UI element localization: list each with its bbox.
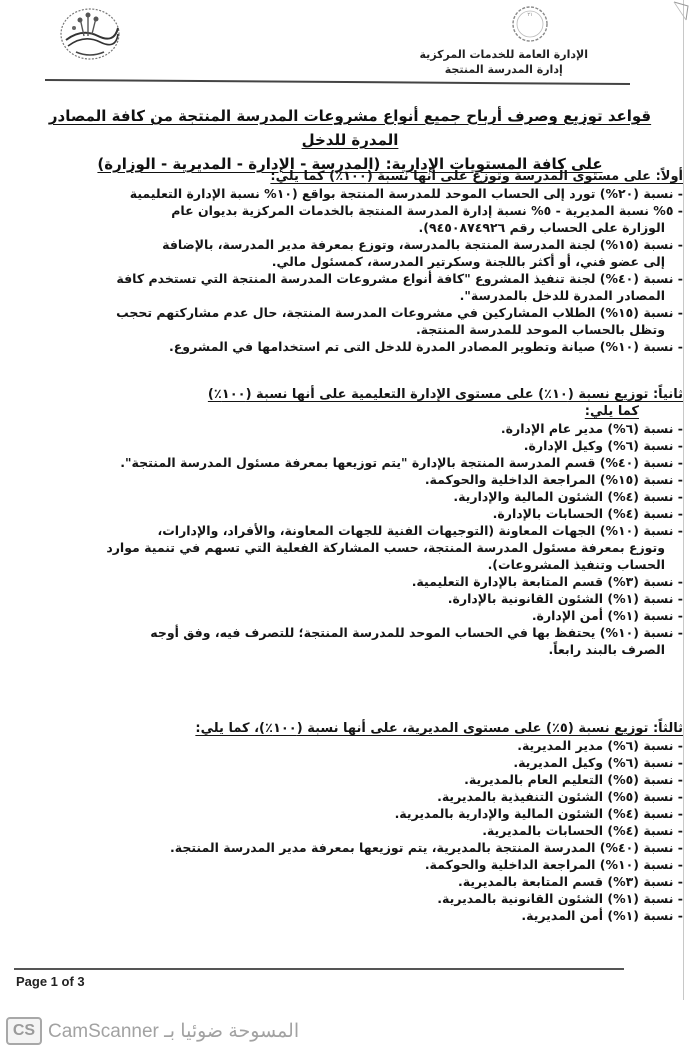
- organization-name: [420, 47, 588, 77]
- item-continuation: وتوزع بمعرفة مسئول المدرسة المنتجة، حسب المشاركة الفعلية التي تسهم في تنمية موارد: [106, 540, 665, 555]
- item-text: - نسبة (١%) الشئون القانونية بالمديرية.: [437, 891, 683, 906]
- item-text: - نسبة (٦%) مدير عام الإدارة.: [500, 421, 683, 436]
- header-divider: [45, 79, 630, 85]
- item-text: - نسبة (٣%) قسم المتابعة بالإدارة التعليمية.: [411, 574, 683, 589]
- item-continuation: الصرف بالبند رابعاً.: [548, 642, 665, 657]
- list-item: [43, 522, 683, 573]
- item-text: - نسبة (٢٠%) تورد إلى الحساب الموحد للمدرسة المنتجة بواقع (١٠% نسبة الإدارة التعليمية: [129, 186, 683, 201]
- item-continuation: المصادر المدرة للدخل بالمدرسة".: [459, 288, 665, 303]
- list-item: [43, 471, 683, 488]
- org-line-general-admin: الإدارة العامة للخدمات المركزية: [419, 48, 588, 61]
- list-item: [43, 505, 683, 522]
- item-text: - نسبة (٣%) قسم المتابعة بالمديرية.: [457, 874, 683, 889]
- camscanner-logo-icon: CS: [6, 1017, 42, 1045]
- section-school-level: [43, 168, 683, 355]
- title-line-1: قواعد توزيع وصرف أرباح جميع أنواع مشروعات المدرسة المنتجة من كافة المصادر المدرة للدخل: [48, 107, 652, 149]
- distribution-list: [43, 185, 683, 355]
- section-heading: ثانياً: توزيع نسبة (١٠٪) على مستوى الإدارة التعليمية على أنها نسبة (١٠٠٪): [207, 387, 683, 402]
- item-text: - نسبة (٤٠%) قسم المدرسة المنتجة بالإدارة "يتم توزيعها بمعرفة مسئول المدرسة المنتجة".: [120, 455, 683, 470]
- title-line-2: على كافة المستويات الإدارية: (المدرسة - الإدارة - المديرية - الوزارة): [97, 155, 603, 173]
- section-directorate-level: [43, 720, 683, 924]
- list-item: [43, 185, 683, 236]
- list-item: [43, 488, 683, 505]
- list-item: [43, 590, 683, 607]
- item-text: - نسبة (١٠%) صيانة وتطوير المصادر المدرة للدخل التى تم استخدامها في المشروع.: [169, 339, 683, 354]
- section-heading: أولاً: على مستوى المدرسة وتوزع على أنها نسبة (١٠٠٪) كما يلي:: [270, 169, 683, 184]
- item-text: - نسبة (١%) أمن الإدارة.: [531, 608, 683, 623]
- list-item: [43, 304, 683, 338]
- item-text: - نسبة (١٥%) الطلاب المشاركين في مشروعات المدرسة المنتجة، حال عدم مشاركتهم تحجب: [116, 305, 683, 320]
- item-text: - نسبة (٤%) الشئون المالية والإدارية.: [453, 489, 683, 504]
- list-item: [43, 437, 683, 454]
- list-item: [43, 420, 683, 437]
- footer-divider: [14, 968, 624, 970]
- item-text: - نسبة (١٠%) المراجعة الداخلية والحوكمة.: [424, 857, 683, 872]
- school-emblem-icon: [58, 6, 122, 62]
- item-continuation: - ٥% نسبة المديرية - ٥% نسبة إدارة المدرسة المنتجة بالخدمات المركزية بديوان عام: [171, 203, 683, 218]
- distribution-list: [43, 420, 683, 658]
- item-text: - نسبة (١٠%) يحتفظ بها في الحساب الموحد للمدرسة المنتجة؛ للتصرف فيه، وفق أوجه: [150, 625, 683, 640]
- list-item: [43, 270, 683, 304]
- list-item: [43, 573, 683, 590]
- letterhead: [0, 0, 696, 95]
- item-text: - نسبة (٦%) مدير المديرية.: [517, 738, 683, 753]
- list-item: [43, 839, 683, 856]
- item-text: - نسبة (١٥%) المراجعة الداخلية والحوكمة.: [424, 472, 683, 487]
- svg-text:۲۱: ۲۱: [527, 12, 533, 18]
- item-text: - نسبة (٥%) التعليم العام بالمديرية.: [464, 772, 683, 787]
- list-item: [43, 890, 683, 907]
- section-educational-admin-level: [43, 386, 683, 658]
- list-item: [43, 788, 683, 805]
- list-item: [43, 907, 683, 924]
- list-item: [43, 737, 683, 754]
- item-continuation: إلى عضو فني، أو أكثر باللجنة وسكرتير المدرسة، كمسئول مالي.: [271, 254, 665, 269]
- item-text: - نسبة (١٥%) لجنة المدرسة المنتجة بالمدرسة، وتوزع بمعرفة مدير المدرسة، بالإضافة: [162, 237, 683, 252]
- list-item: [43, 338, 683, 355]
- page-edge: [683, 0, 684, 1000]
- item-text: - نسبة (٤٠%) لجنة تنفيذ المشروع "كافة أنواع مشروعات المدرسة المنتجة التي تستخدم كافة: [116, 271, 683, 286]
- list-item: [43, 754, 683, 771]
- list-item: [43, 856, 683, 873]
- org-line-productive-school: إدارة المدرسة المنتجة: [444, 63, 563, 76]
- document-title: [40, 104, 660, 176]
- list-item: [43, 236, 683, 270]
- distribution-list: [43, 737, 683, 924]
- item-continuation: الحساب وتنفيذ المشروعات).: [487, 557, 665, 572]
- list-item: [43, 805, 683, 822]
- ministry-emblem-icon: [510, 4, 550, 44]
- section-heading: ثالثاً: توزيع نسبة (٥٪) على مستوى المديرية، على أنها نسبة (١٠٠٪)، كما يلي:: [195, 721, 683, 736]
- item-text: - نسبة (١%) الشئون القانونية بالإدارة.: [447, 591, 683, 606]
- camscanner-text: CamScanner المسوحة ضوئيا بـ: [48, 1020, 300, 1042]
- list-item: [43, 624, 683, 658]
- item-text: - نسبة (٤٠%) المدرسة المنتجة بالمديرية، يتم توزيعها بمعرفة مدير المدرسة المنتجة.: [169, 840, 683, 855]
- list-item: [43, 822, 683, 839]
- list-item: [43, 454, 683, 471]
- item-text: - نسبة (٤%) الحسابات بالمديرية.: [482, 823, 683, 838]
- item-text: - نسبة (١%) أمن المديرية.: [521, 908, 683, 923]
- item-continuation: وتظل بالحساب الموحد للمدرسة المنتجة.: [415, 322, 665, 337]
- camscanner-watermark: [6, 1016, 299, 1046]
- item-text: - نسبة (٤%) الشئون المالية والإدارية بالمديرية.: [394, 806, 683, 821]
- page-number: Page 1 of 3: [16, 974, 85, 989]
- list-item: [43, 607, 683, 624]
- list-item: [43, 873, 683, 890]
- item-text: - نسبة (١٠%) الجهات المعاونة (التوجيهات الفنية للجهات المعاونة، والأفراد، والإدارات،: [157, 523, 683, 538]
- item-continuation: الوزارة على الحساب رقم ٩٤٥٠٨٧٤٩٢٦).: [418, 220, 665, 235]
- section-subheading: كما يلي:: [584, 404, 639, 419]
- item-text: - نسبة (٥%) الشئون التنفيذية بالمديرية.: [437, 789, 683, 804]
- item-text: - نسبة (٤%) الحسابات بالإدارة.: [492, 506, 683, 521]
- item-text: - نسبة (٦%) وكيل الإدارة.: [523, 438, 683, 453]
- list-item: [43, 771, 683, 788]
- item-text: - نسبة (٦%) وكيل المديرية.: [513, 755, 683, 770]
